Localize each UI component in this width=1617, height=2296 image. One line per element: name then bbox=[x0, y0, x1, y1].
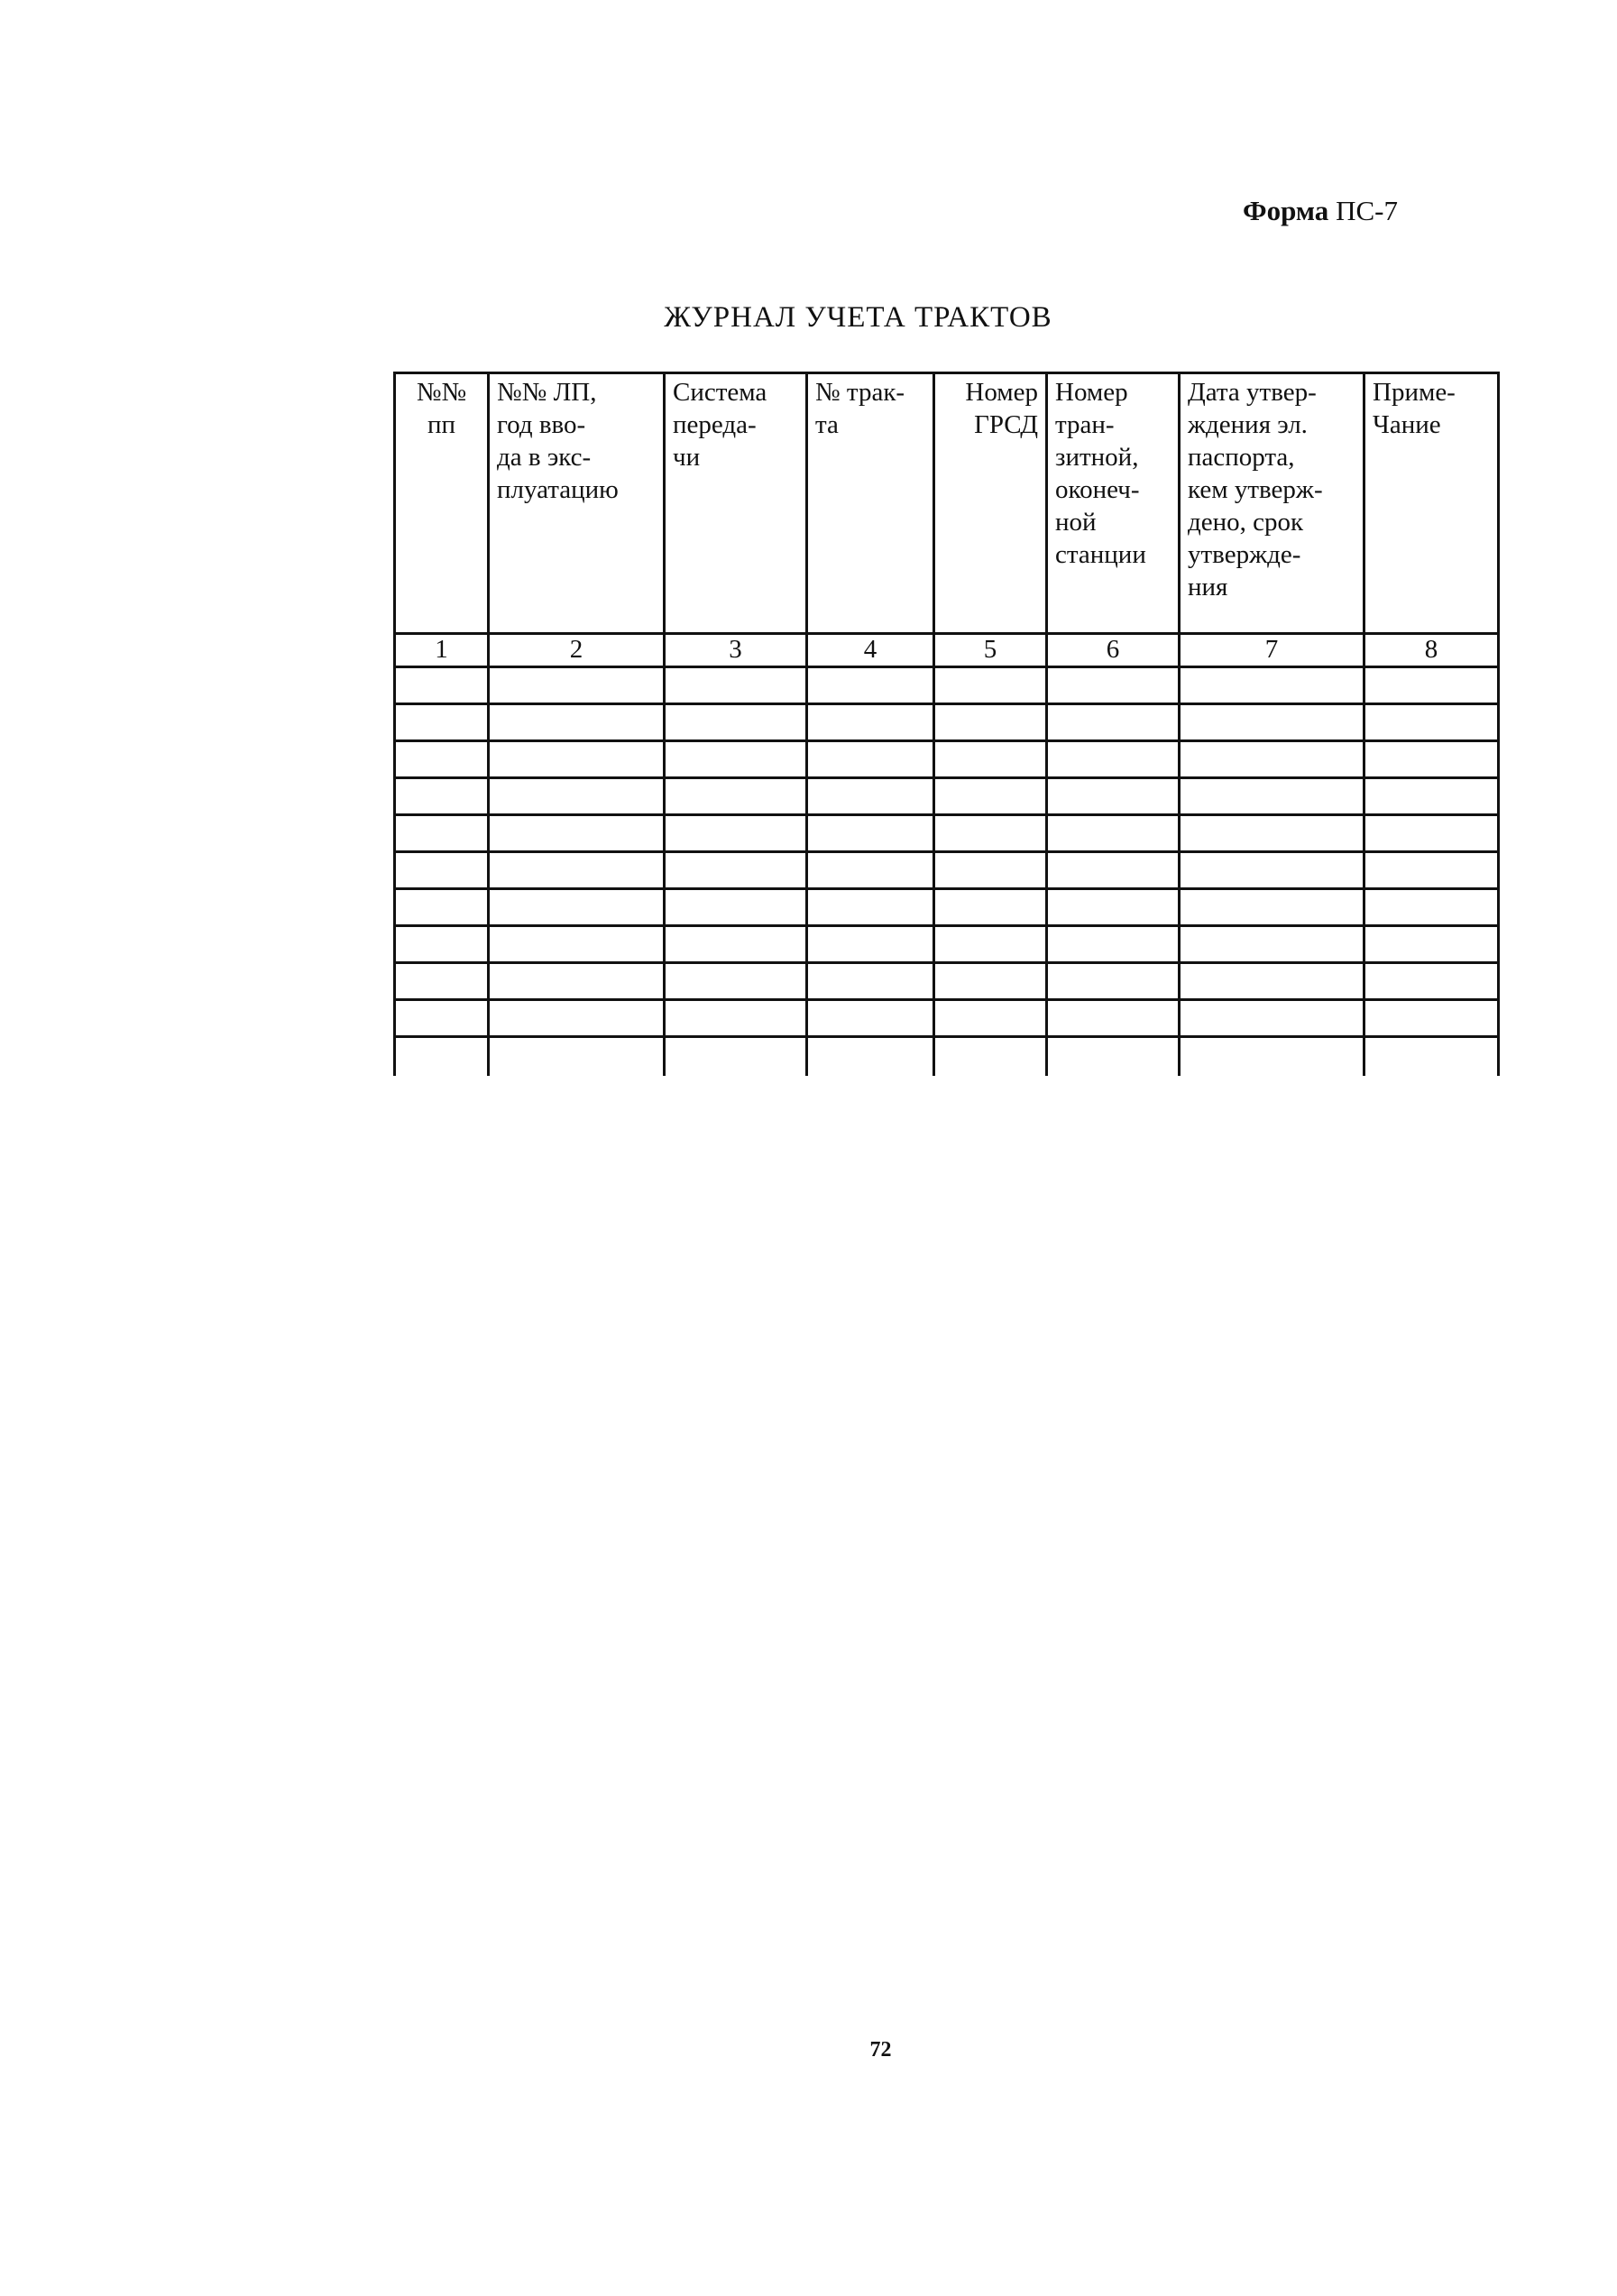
empty-cell bbox=[1047, 778, 1180, 815]
empty-cell bbox=[807, 963, 934, 1000]
empty-cell bbox=[1180, 741, 1364, 778]
empty-cell bbox=[934, 815, 1047, 852]
empty-cell bbox=[934, 704, 1047, 741]
empty-cell bbox=[807, 852, 934, 889]
empty-cell bbox=[934, 741, 1047, 778]
form-code: ПС-7 bbox=[1336, 195, 1398, 226]
empty-cell bbox=[395, 741, 489, 778]
empty-cell bbox=[807, 741, 934, 778]
empty-cell bbox=[395, 926, 489, 963]
empty-cell bbox=[489, 852, 665, 889]
document-title: ЖУРНАЛ УЧЕТА ТРАКТОВ bbox=[664, 301, 1052, 334]
header-cell bbox=[395, 373, 489, 634]
table-row bbox=[395, 963, 1499, 1000]
empty-cell bbox=[489, 1000, 665, 1037]
empty-cell bbox=[934, 1037, 1047, 1077]
empty-cell bbox=[1047, 963, 1180, 1000]
table-header-row bbox=[395, 373, 1499, 634]
column-number: 7 bbox=[1180, 634, 1364, 667]
empty-cell bbox=[665, 778, 807, 815]
empty-cell bbox=[1364, 1037, 1499, 1077]
empty-cell bbox=[1180, 926, 1364, 963]
empty-cell bbox=[395, 778, 489, 815]
header-text: Приме- Чание bbox=[1373, 378, 1456, 439]
empty-cell bbox=[665, 963, 807, 1000]
empty-cell bbox=[1180, 852, 1364, 889]
form-label bbox=[1243, 195, 1398, 227]
header-text: № трак- та bbox=[815, 378, 905, 439]
empty-cell bbox=[395, 1037, 489, 1077]
column-number: 2 bbox=[489, 634, 665, 667]
empty-cell bbox=[395, 963, 489, 1000]
empty-cell bbox=[934, 667, 1047, 704]
empty-cell bbox=[934, 852, 1047, 889]
column-number: 1 bbox=[395, 634, 489, 667]
header-cell bbox=[1364, 373, 1499, 634]
empty-cell bbox=[1047, 667, 1180, 704]
empty-cell bbox=[807, 815, 934, 852]
empty-cell bbox=[395, 1000, 489, 1037]
empty-cell bbox=[807, 926, 934, 963]
empty-cell bbox=[934, 778, 1047, 815]
empty-cell bbox=[665, 852, 807, 889]
empty-cell bbox=[665, 741, 807, 778]
header-text: Номер ГРСД bbox=[965, 378, 1038, 439]
table-row bbox=[395, 1037, 1499, 1077]
empty-cell bbox=[1180, 1000, 1364, 1037]
empty-cell bbox=[1364, 926, 1499, 963]
empty-cell bbox=[489, 815, 665, 852]
empty-cell bbox=[1180, 889, 1364, 926]
empty-cell bbox=[1364, 1000, 1499, 1037]
empty-cell bbox=[1364, 778, 1499, 815]
column-number-row bbox=[395, 634, 1499, 667]
table-row bbox=[395, 926, 1499, 963]
empty-cell bbox=[1047, 1037, 1180, 1077]
empty-cell bbox=[1364, 889, 1499, 926]
empty-cell bbox=[934, 889, 1047, 926]
header-cell bbox=[665, 373, 807, 634]
header-text: Дата утвер- ждения эл. паспорта, кем утверж- дено, срок утвержде- ния bbox=[1188, 378, 1323, 602]
column-number: 5 bbox=[934, 634, 1047, 667]
empty-cell bbox=[1047, 852, 1180, 889]
header-cell bbox=[489, 373, 665, 634]
empty-cell bbox=[1180, 815, 1364, 852]
empty-cell bbox=[665, 667, 807, 704]
empty-cell bbox=[807, 1000, 934, 1037]
empty-cell bbox=[1364, 704, 1499, 741]
empty-cell bbox=[489, 963, 665, 1000]
header-text: Система переда- чи bbox=[673, 378, 767, 472]
empty-cell bbox=[395, 889, 489, 926]
empty-cell bbox=[1047, 1000, 1180, 1037]
empty-cell bbox=[934, 963, 1047, 1000]
form-label-word: Форма bbox=[1243, 195, 1329, 226]
empty-cell bbox=[1180, 778, 1364, 815]
column-number: 4 bbox=[807, 634, 934, 667]
table-row bbox=[395, 1000, 1499, 1037]
column-number: 8 bbox=[1364, 634, 1499, 667]
table-row bbox=[395, 778, 1499, 815]
page-number: 72 bbox=[869, 2038, 892, 2062]
table-row bbox=[395, 741, 1499, 778]
empty-cell bbox=[665, 889, 807, 926]
empty-cell bbox=[1180, 667, 1364, 704]
empty-cell bbox=[665, 815, 807, 852]
empty-cell bbox=[395, 815, 489, 852]
empty-cell bbox=[1047, 741, 1180, 778]
empty-cell bbox=[665, 1037, 807, 1077]
empty-cell bbox=[1180, 963, 1364, 1000]
empty-cell bbox=[1364, 741, 1499, 778]
empty-cell bbox=[1047, 704, 1180, 741]
empty-cell bbox=[1364, 963, 1499, 1000]
table-row bbox=[395, 889, 1499, 926]
column-number: 3 bbox=[665, 634, 807, 667]
empty-cell bbox=[1364, 852, 1499, 889]
empty-cell bbox=[807, 667, 934, 704]
empty-cell bbox=[934, 1000, 1047, 1037]
tract-journal-table bbox=[393, 372, 1500, 1076]
header-cell bbox=[807, 373, 934, 634]
empty-cell bbox=[807, 889, 934, 926]
empty-cell bbox=[665, 926, 807, 963]
header-text: Номер тран- зитной, оконеч- ной станции bbox=[1055, 378, 1146, 569]
header-text: №№ ЛП, год вво- да в экс- плуатацию bbox=[497, 378, 619, 504]
header-text: №№ пп bbox=[416, 378, 467, 439]
table-row bbox=[395, 704, 1499, 741]
empty-cell bbox=[1047, 926, 1180, 963]
header-cell bbox=[1180, 373, 1364, 634]
header-cell bbox=[934, 373, 1047, 634]
empty-cell bbox=[489, 889, 665, 926]
empty-cell bbox=[1364, 667, 1499, 704]
empty-cell bbox=[1364, 815, 1499, 852]
column-number: 6 bbox=[1047, 634, 1180, 667]
empty-cell bbox=[1047, 889, 1180, 926]
empty-cell bbox=[489, 741, 665, 778]
empty-cell bbox=[665, 704, 807, 741]
empty-cell bbox=[807, 704, 934, 741]
empty-cell bbox=[489, 667, 665, 704]
table-row bbox=[395, 852, 1499, 889]
table-row bbox=[395, 815, 1499, 852]
empty-cell bbox=[395, 852, 489, 889]
empty-cell bbox=[934, 926, 1047, 963]
empty-cell bbox=[807, 778, 934, 815]
header-cell bbox=[1047, 373, 1180, 634]
empty-cell bbox=[1047, 815, 1180, 852]
empty-cell bbox=[489, 778, 665, 815]
empty-cell bbox=[1180, 1037, 1364, 1077]
empty-cell bbox=[489, 704, 665, 741]
empty-cell bbox=[395, 704, 489, 741]
empty-cell bbox=[489, 1037, 665, 1077]
table-row bbox=[395, 667, 1499, 704]
empty-cell bbox=[395, 667, 489, 704]
empty-cell bbox=[1180, 704, 1364, 741]
empty-cell bbox=[489, 926, 665, 963]
empty-cell bbox=[665, 1000, 807, 1037]
empty-cell bbox=[807, 1037, 934, 1077]
